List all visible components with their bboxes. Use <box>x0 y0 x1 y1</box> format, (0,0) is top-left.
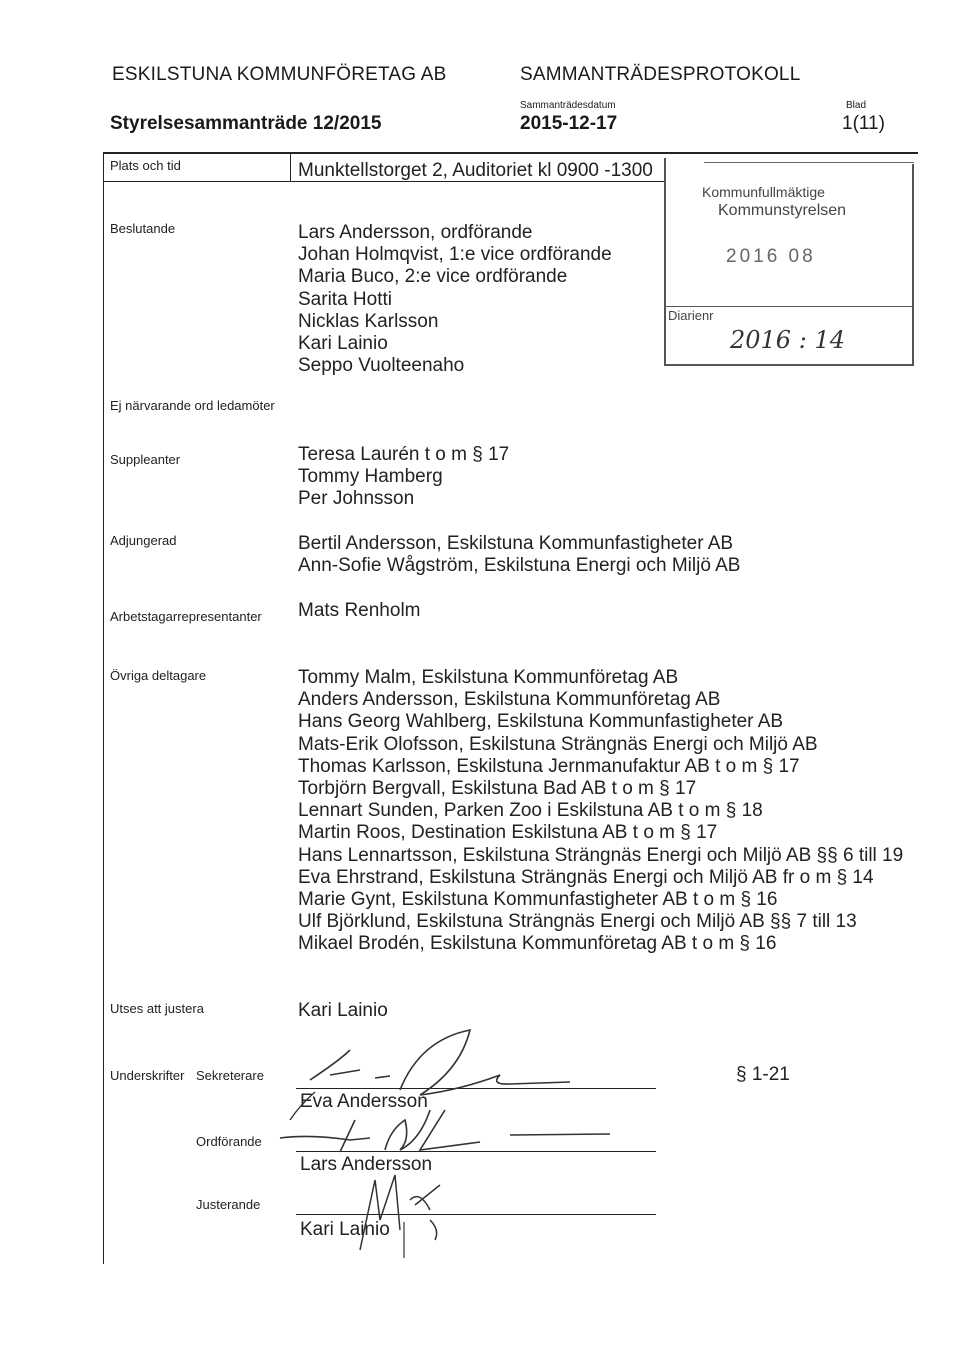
justera-value: Kari Lainio <box>298 1000 388 1021</box>
left-margin-line <box>103 152 104 1264</box>
list-item: Martin Roos, Destination Eskilstuna AB t o m § 17 <box>298 822 718 844</box>
justera-label: Utses att justera <box>110 1001 204 1016</box>
list-item: Eva Ehrstrand, Eskilstuna Strängnäs Energi och Miljö AB fr o m § 14 <box>298 866 874 888</box>
received-stamp <box>664 158 918 368</box>
beslutande-list <box>298 222 612 377</box>
list-item: Mats-Erik Olofsson, Eskilstuna Strängnäs Energi och Miljö AB <box>298 733 818 755</box>
place-time-label: Plats och tid <box>110 158 181 173</box>
adjungerad-list <box>298 533 740 577</box>
label-divider <box>290 152 291 182</box>
justerande-name: Kari Lainio <box>300 1219 390 1240</box>
arbetstagare-list <box>298 600 421 622</box>
stamp-line1: Kommunfullmäktige <box>702 184 825 200</box>
adjungerad-label: Adjungerad <box>110 533 177 548</box>
list-item: Hans Lennartsson, Eskilstuna Strängnäs Energi och Miljö AB §§ 6 till 19 <box>298 844 904 866</box>
list-item: Mikael Brodén, Eskilstuna Kommunföretag AB t o m § 16 <box>298 933 777 955</box>
list-item: Sarita Hotti <box>298 288 392 310</box>
beslutande-label: Beslutande <box>110 221 176 236</box>
ovriga-label: Övriga deltagare <box>110 668 207 683</box>
date-label: Sammanträdesdatum <box>520 100 616 111</box>
sekreterare-label: Sekreterare <box>196 1068 264 1083</box>
stamp-line2: Kommunstyrelsen <box>718 202 847 219</box>
list-item: Seppo Vuolteenaho <box>298 355 465 377</box>
list-item: Anders Andersson, Eskilstuna Kommunföretag AB <box>298 689 721 711</box>
stamp-diarienr-label: Diarienr <box>668 308 714 323</box>
header-divider <box>103 152 918 154</box>
list-item: Ann-Sofie Wågström, Eskilstuna Energi och Miljö AB <box>298 555 741 577</box>
list-item: Hans Georg Wahlberg, Eskilstuna Kommunfastigheter AB <box>298 711 784 733</box>
justerande-label: Justerande <box>196 1197 261 1212</box>
suppleanter-list <box>298 444 509 511</box>
list-item: Torbjörn Bergvall, Eskilstuna Bad AB t o m § 17 <box>298 778 697 800</box>
document-type: SAMMANTRÄDESPROTOKOLL <box>520 64 801 85</box>
list-item: Per Johnsson <box>298 488 415 510</box>
page-number: 1(11) <box>842 113 885 134</box>
meeting-title: Styrelsesammanträde 12/2015 <box>110 113 382 134</box>
list-item: Lennart Sunden, Parken Zoo i Eskilstuna AB t o m § 18 <box>298 800 763 822</box>
list-item: Johan Holmqvist, 1:e vice ordförande <box>298 244 612 266</box>
ovriga-list <box>298 667 903 956</box>
list-item: Ulf Björklund, Eskilstuna Strängnäs Energi och Miljö AB §§ 7 till 13 <box>298 911 857 933</box>
paragraph-range: § 1-21 <box>736 1064 790 1085</box>
sekreterare-name: Eva Andersson <box>300 1091 428 1112</box>
signatures-label: Underskrifter <box>110 1068 185 1083</box>
meeting-date: 2015-12-17 <box>520 113 618 134</box>
justerande-signature-scribble <box>320 1160 480 1260</box>
stamp-received-date: 2016 08 <box>726 246 816 267</box>
list-item: Bertil Andersson, Eskilstuna Kommunfastigheter AB <box>298 533 734 554</box>
list-item: Kari Lainio <box>298 333 388 355</box>
list-item: Marie Gynt, Eskilstuna Kommunfastigheter AB t o m § 16 <box>298 889 778 911</box>
list-item: Lars Andersson, ordförande <box>298 222 533 243</box>
organization-name: ESKILSTUNA KOMMUNFÖRETAG AB <box>112 64 447 85</box>
list-item: Teresa Laurén t o m § 17 <box>298 444 510 465</box>
list-item: Mats Renholm <box>298 600 421 621</box>
list-item: Tommy Hamberg <box>298 466 443 488</box>
page-label: Blad <box>846 100 867 111</box>
place-time-value: Munktellstorget 2, Auditoriet kl 0900 -1300 <box>298 160 653 181</box>
ordforande-name: Lars Andersson <box>300 1154 433 1175</box>
absent-label: Ej närvarande ord ledamöter <box>110 398 275 413</box>
suppleanter-label: Suppleanter <box>110 452 181 467</box>
stamp-diarienr-value: 2016 : 14 <box>730 326 845 354</box>
arbetstagare-label: Arbetstagarrepresentanter <box>110 609 262 624</box>
ordforande-signature-scribble <box>270 1090 630 1170</box>
list-item: Thomas Karlsson, Eskilstuna Jernmanufaktur AB t o m § 17 <box>298 755 800 777</box>
ordforande-label: Ordförande <box>196 1134 262 1149</box>
list-item: Maria Buco, 2:e vice ordförande <box>298 266 568 288</box>
list-item: Nicklas Karlsson <box>298 310 439 332</box>
list-item: Tommy Malm, Eskilstuna Kommunföretag AB <box>298 667 679 688</box>
